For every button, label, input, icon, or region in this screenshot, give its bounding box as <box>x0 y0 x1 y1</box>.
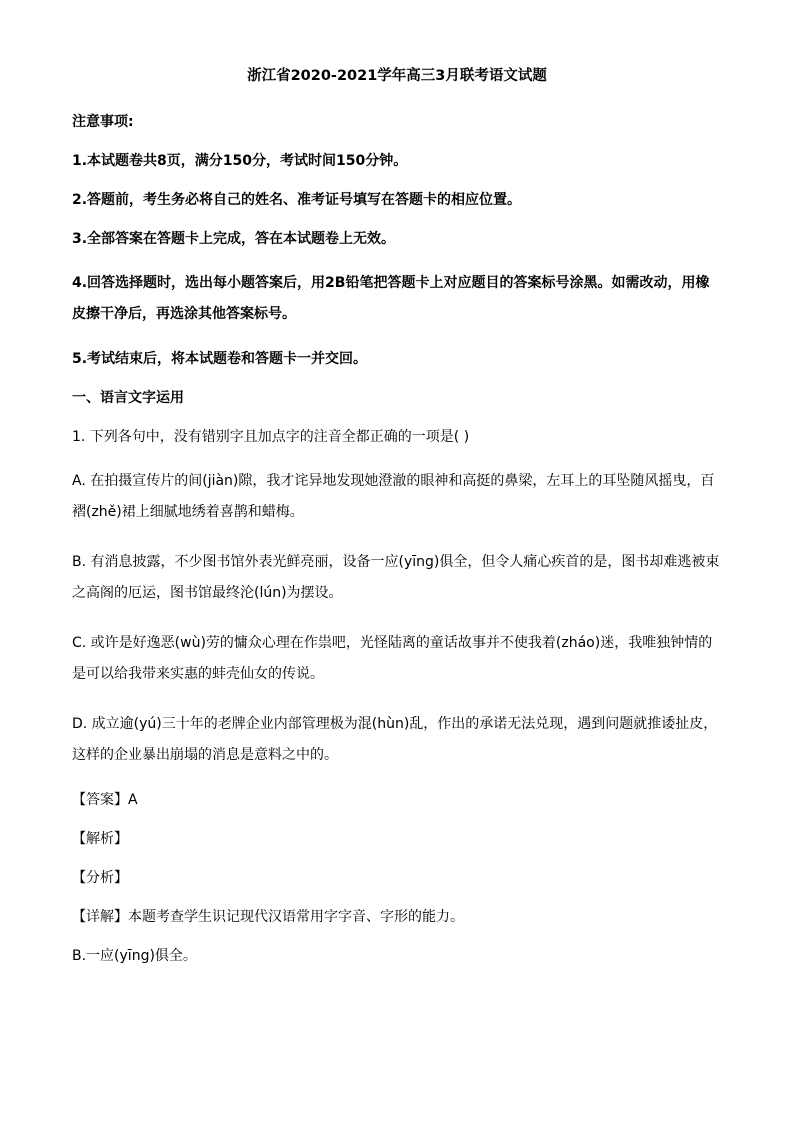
analysis-label: 【解析】 <box>72 831 128 847</box>
fenxi-label: 【分析】 <box>72 870 128 886</box>
notice-item-2: 2.答题前，考生务必将自己的姓名、准考证号填写在答题卡的相应位置。 <box>72 192 522 208</box>
page-title: 浙江省2020-2021学年高三3月联考语文试题 <box>247 68 547 84</box>
question-1-stem: 1. 下列各句中，没有错别字且加点字的注音全都正确的一项是( ) <box>72 429 470 445</box>
question-1-option-c: C. 或许是好逸恶(wù)劳的慵众心理在作祟吧，光怪陆离的童话故事并不使我着(zháo)迷，我唯独钟情的是可以给我带来实惠的蚌壳仙女的传说。 <box>72 635 713 682</box>
notice-item-4: 4.回答选择题时，选出每小题答案后，用2B铅笔把答题卡上对应题目的答案标号涂黑。如需改动，用橡皮擦干净后，再选涂其他答案标号。 <box>72 275 710 322</box>
notice-heading: 注意事项: <box>72 114 134 130</box>
notice-item-1: 1.本试题卷共8页，满分150分，考试时间150分钟。 <box>72 153 408 169</box>
detail-b-text: B.一应(yīng)俱全。 <box>72 948 197 964</box>
notice-item-5: 5.考试结束后，将本试题卷和答题卡一并交回。 <box>72 351 368 367</box>
notice-item-3: 3.全部答案在答题卡上完成，答在本试题卷上无效。 <box>72 231 396 247</box>
question-1-option-b: B. 有消息披露，不少图书馆外表光鲜亮丽，设备一应(yīng)俱全，但令人痛心疾首的是，图书却难逃被束之高阁的厄运，图书馆最终沦(lún)为摆设。 <box>72 554 720 601</box>
section-heading-language-use: 一、语言文字运用 <box>72 390 184 406</box>
question-1-option-d: D. 成立逾(yú)三十年的老牌企业内部管理极为混(hùn)乱，作出的承诺无法兑现，遇到问题就推诿扯皮，这样的企业暴出崩塌的消息是意料之中的。 <box>72 716 718 763</box>
answer-label: 【答案】A <box>72 792 138 808</box>
detail-text: 【详解】本题考查学生识记现代汉语常用字字音、字形的能力。 <box>72 909 464 925</box>
question-1-option-a: A. 在拍摄宣传片的间(jiàn)隙，我才诧异地发现她澄澈的眼神和高挺的鼻梁，左耳上的耳坠随风摇曳，百褶(zhě)裙上细腻地绣着喜鹊和蜡梅。 <box>72 473 715 520</box>
